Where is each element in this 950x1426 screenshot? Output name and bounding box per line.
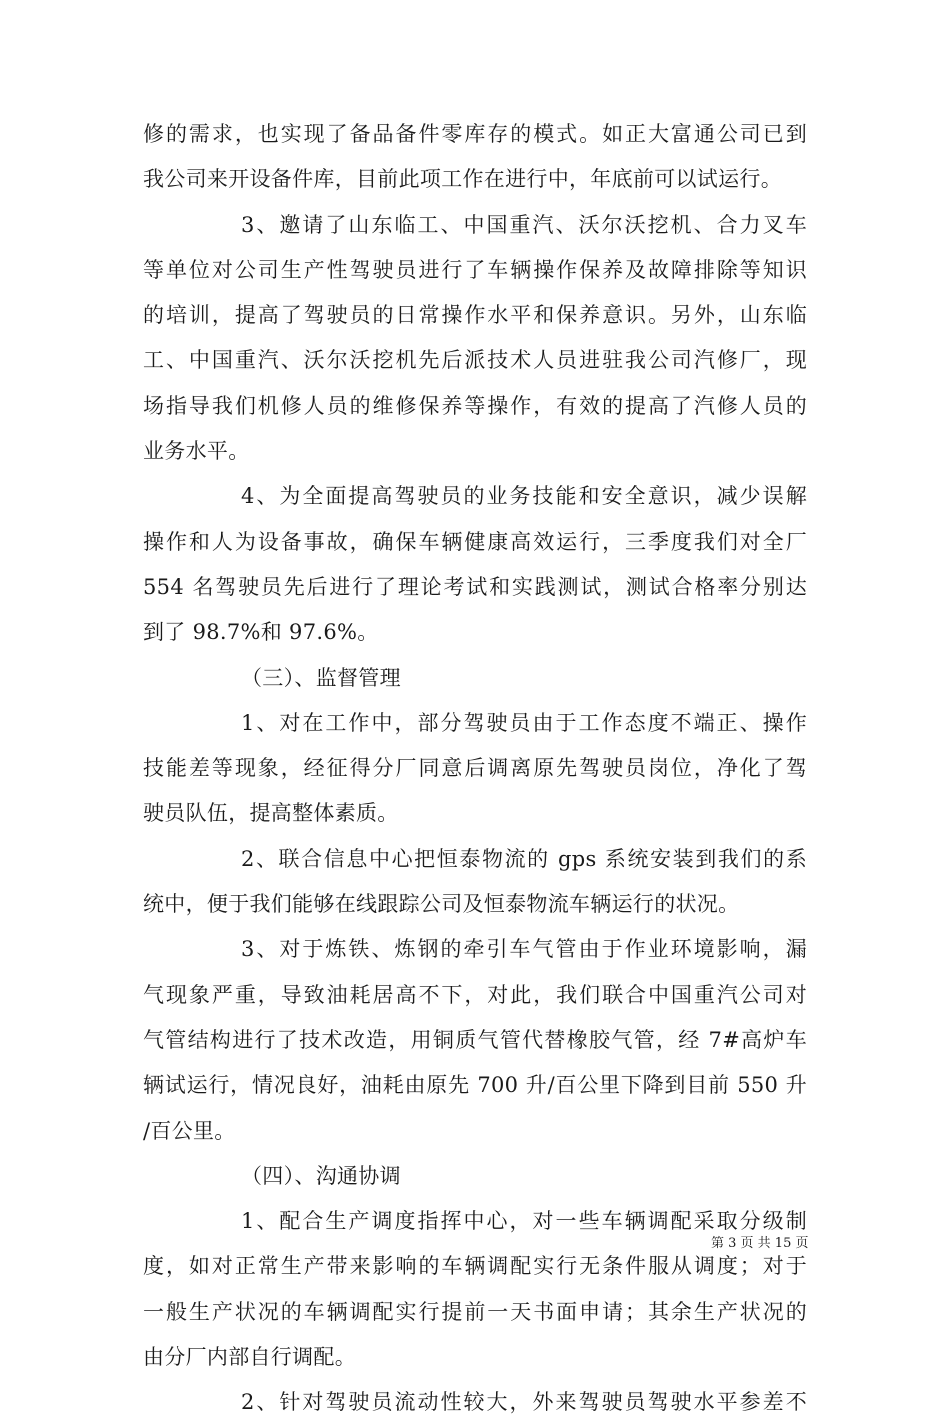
text-line: 4、为全面提高驾驶员的业务技能和安全意识，减少误解 [241, 484, 807, 509]
text-line: 2、针对驾驶员流动性较大，外来驾驶员驾驶水平参差不 [241, 1390, 807, 1415]
text-line: 1、配合生产调度指挥中心，对一些车辆调配采取分级制 [241, 1209, 807, 1234]
text-line: 统中，便于我们能够在线跟踪公司及恒泰物流车辆运行的状况。 [143, 892, 740, 917]
text-line: 554 名驾驶员先后进行了理论考试和实践测试，测试合格率分别达 [143, 574, 807, 599]
section-heading: （三）、监督管理 [241, 665, 401, 690]
text-line: 3、对于炼铁、炼钢的牵引车气管由于作业环境影响，漏 [241, 937, 807, 962]
text-line: 由分厂内部自行调配。 [143, 1345, 356, 1370]
text-line: 3、邀请了山东临工、中国重汽、沃尔沃挖机、合力叉车 [241, 212, 807, 237]
text-line: 场指导我们机修人员的维修保养等操作，有效的提高了汽修人员的 [143, 393, 807, 418]
text-line: 的培训，提高了驾驶员的日常操作水平和保养意识。另外，山东临 [143, 303, 807, 328]
page-number: 第 3 页 共 15 页 [711, 1236, 809, 1251]
text-line: 辆试运行，情况良好，油耗由原先 700 升/百公里下降到目前 550 升 [143, 1073, 807, 1098]
text-line: 气管结构进行了技术改造，用铜质气管代替橡胶气管，经 7#高炉车 [143, 1027, 807, 1052]
text-line: 1、对在工作中，部分驾驶员由于工作态度不端正、操作 [241, 710, 807, 735]
text-line: /百公里。 [143, 1118, 236, 1143]
text-line: 度，如对正常生产带来影响的车辆调配实行无条件服从调度；对于 [143, 1254, 807, 1279]
document-body [143, 112, 807, 1426]
section-heading: （四）、沟通协调 [241, 1163, 401, 1188]
text-line: 我公司来开设备件库，目前此项工作在进行中，年底前可以试运行。 [143, 167, 782, 192]
text-line: 操作和人为设备事故，确保车辆健康高效运行，三季度我们对全厂 [143, 529, 807, 554]
text-line: 2、联合信息中心把恒泰物流的 gps 系统安装到我们的系 [241, 846, 807, 871]
text-line: 工、中国重汽、沃尔沃挖机先后派技术人员进驻我公司汽修厂，现 [143, 348, 807, 373]
text-line: 一般生产状况的车辆调配实行提前一天书面申请；其余生产状况的 [143, 1299, 807, 1324]
text-line: 驶员队伍，提高整体素质。 [143, 801, 399, 826]
text-line: 到了 98.7%和 97.6%。 [143, 620, 379, 645]
text-line: 业务水平。 [143, 439, 250, 464]
text-line: 气现象严重，导致油耗居高不下，对此，我们联合中国重汽公司对 [143, 982, 807, 1007]
text-line: 等单位对公司生产性驾驶员进行了车辆操作保养及故障排除等知识 [143, 257, 807, 282]
text-line: 技能差等现象，经征得分厂同意后调离原先驾驶员岗位，净化了驾 [143, 756, 807, 781]
text-line: 修的需求，也实现了备品备件零库存的模式。如正大富通公司已到 [143, 122, 807, 146]
